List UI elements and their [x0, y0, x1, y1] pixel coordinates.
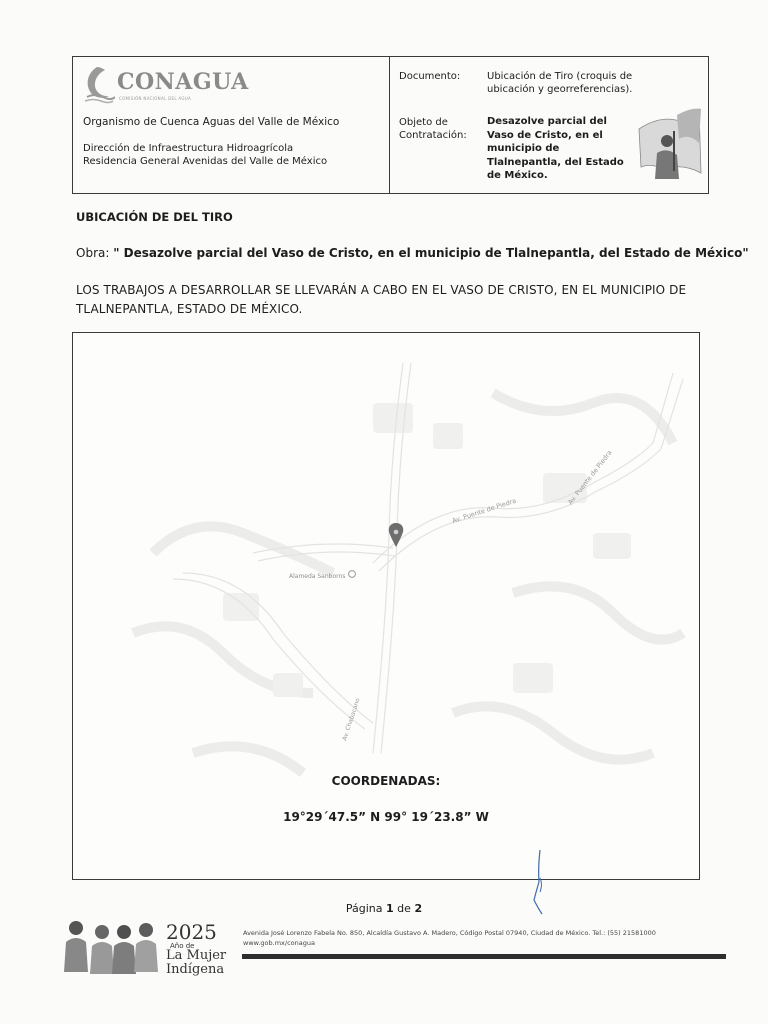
map-drawing	[73, 333, 699, 879]
page-current: 1	[386, 902, 394, 915]
flag-woman-illustration-icon	[633, 103, 705, 181]
conagua-logo	[81, 63, 281, 107]
indigenous-women-illustration-icon	[62, 912, 162, 976]
map-blocks	[133, 393, 683, 773]
footer-address: Avenida José Lorenzo Fabela No. 850, Alcaldía Gustavo A. Madero, Código Postal 07940, Ciudad de México. Tel.: (55) 21581000	[243, 929, 656, 937]
place-label-alameda: Alameda Sanborns	[289, 573, 346, 580]
document-header	[72, 56, 709, 194]
footer-year: 2025	[166, 920, 217, 944]
section-title: UBICACIÓN DE DEL TIRO	[76, 210, 233, 224]
location-marker-icon	[389, 523, 403, 547]
slogan-line1: La Mujer	[166, 948, 227, 963]
work-description: LOS TRABAJOS A DESARROLLAR SE LLEVARÁN A CABO EN EL VASO DE CRISTO, EN EL MUNICIPIO DE TLALNEPANTLA, ESTADO DE MÉXICO.	[76, 283, 687, 316]
page-prefix: Página	[345, 902, 387, 915]
obra-label: Obra:	[76, 246, 110, 260]
coordinates-title: COORDENADAS:	[331, 774, 441, 788]
documento-label: Documento:	[399, 71, 461, 82]
objeto-value: Desazolve parcial del Vaso de Cristo, en el municipio de Tlalnepantla, del Estado de México.	[487, 116, 624, 181]
logo-subtext: COMISIÓN NACIONAL DEL AGUA	[119, 96, 192, 101]
footer-website[interactable]: www.gob.mx/conagua	[243, 939, 315, 947]
conagua-emblem-icon	[81, 63, 115, 105]
road-label-puente-2: Av. Puente de Piedra	[566, 448, 614, 507]
location-marker-dot	[394, 530, 399, 535]
header-divider	[389, 57, 390, 193]
logo-wordmark: CONAGUA	[117, 69, 249, 95]
objeto-label: Objeto de Contratación:	[399, 117, 467, 141]
org-direction: Dirección de Infraestructura Hidroagrícola	[83, 143, 294, 154]
coordinates-value: 19°29´47.5” N 99° 19´23.8” W	[283, 810, 489, 824]
page-total: 2	[414, 902, 423, 915]
page-mid: de	[393, 902, 415, 915]
location-map	[72, 332, 700, 880]
documento-value: Ubicación de Tiro (croquis de ubicación y georreferencias).	[487, 71, 633, 95]
org-residence: Residencia General Avenidas del Valle de México	[83, 156, 328, 167]
footer-bar	[242, 954, 726, 959]
slogan-line2: Indígena	[166, 962, 225, 977]
place-pin-icon	[349, 571, 356, 578]
org-name: Organismo de Cuenca Aguas del Valle de México	[83, 116, 340, 128]
road-label-chabacano: Av. Chabacano	[341, 697, 362, 742]
obra-line	[76, 246, 749, 260]
obra-value: " Desazolve parcial del Vaso de Cristo, en el municipio de Tlalnepantla, del Estado de México"	[113, 246, 749, 260]
road-label-puente-1: Av. Puente de Piedra	[451, 496, 518, 525]
footer-slogan	[166, 949, 226, 977]
footer-year-sub: Año de	[170, 942, 195, 950]
